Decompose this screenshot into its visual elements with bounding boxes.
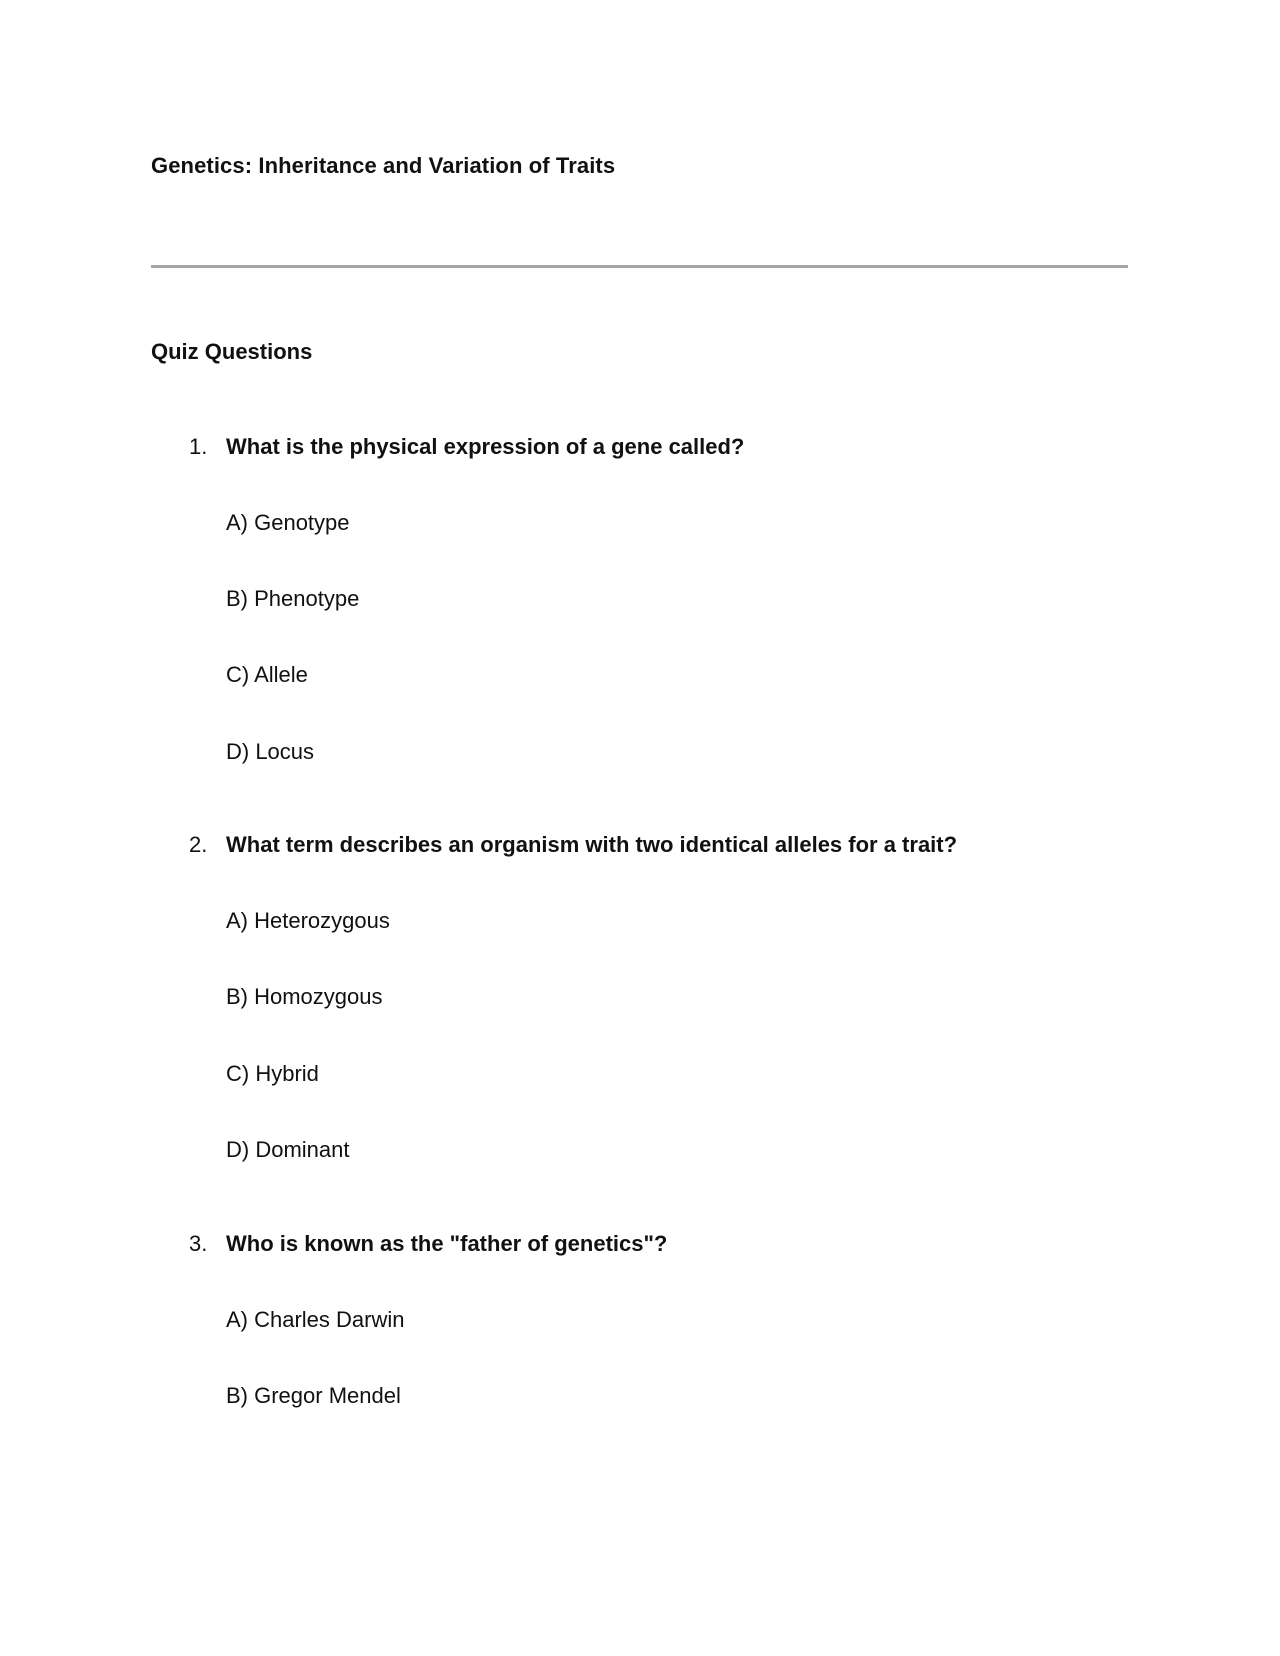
section-heading: Quiz Questions	[151, 339, 313, 364]
document-title: Genetics: Inheritance and Variation of Traits	[151, 153, 616, 178]
question-number: 1.	[189, 434, 208, 459]
question-number: 2.	[189, 832, 208, 857]
question-text: What term describes an organism with two identical alleles for a trait?	[226, 832, 958, 857]
answer-option: A) Heterozygous	[226, 908, 390, 933]
answer-option: B) Homozygous	[226, 984, 383, 1009]
answer-option: D) Locus	[226, 739, 315, 764]
answer-option: C) Hybrid	[226, 1061, 319, 1086]
question-text: Who is known as the "father of genetics"?	[226, 1231, 668, 1256]
answer-option: D) Dominant	[226, 1137, 350, 1162]
answer-option: A) Genotype	[226, 510, 350, 535]
question-2	[151, 831, 1151, 859]
question-text: What is the physical expression of a gene called?	[226, 434, 745, 459]
answer-option: C) Allele	[226, 662, 308, 687]
horizontal-rule	[151, 265, 1128, 268]
answer-option: A) Charles Darwin	[226, 1307, 405, 1332]
question-1	[151, 433, 1151, 461]
answer-option: B) Phenotype	[226, 586, 360, 611]
question-number: 3.	[189, 1231, 208, 1256]
answer-option: B) Gregor Mendel	[226, 1383, 401, 1408]
question-3	[151, 1230, 1151, 1258]
